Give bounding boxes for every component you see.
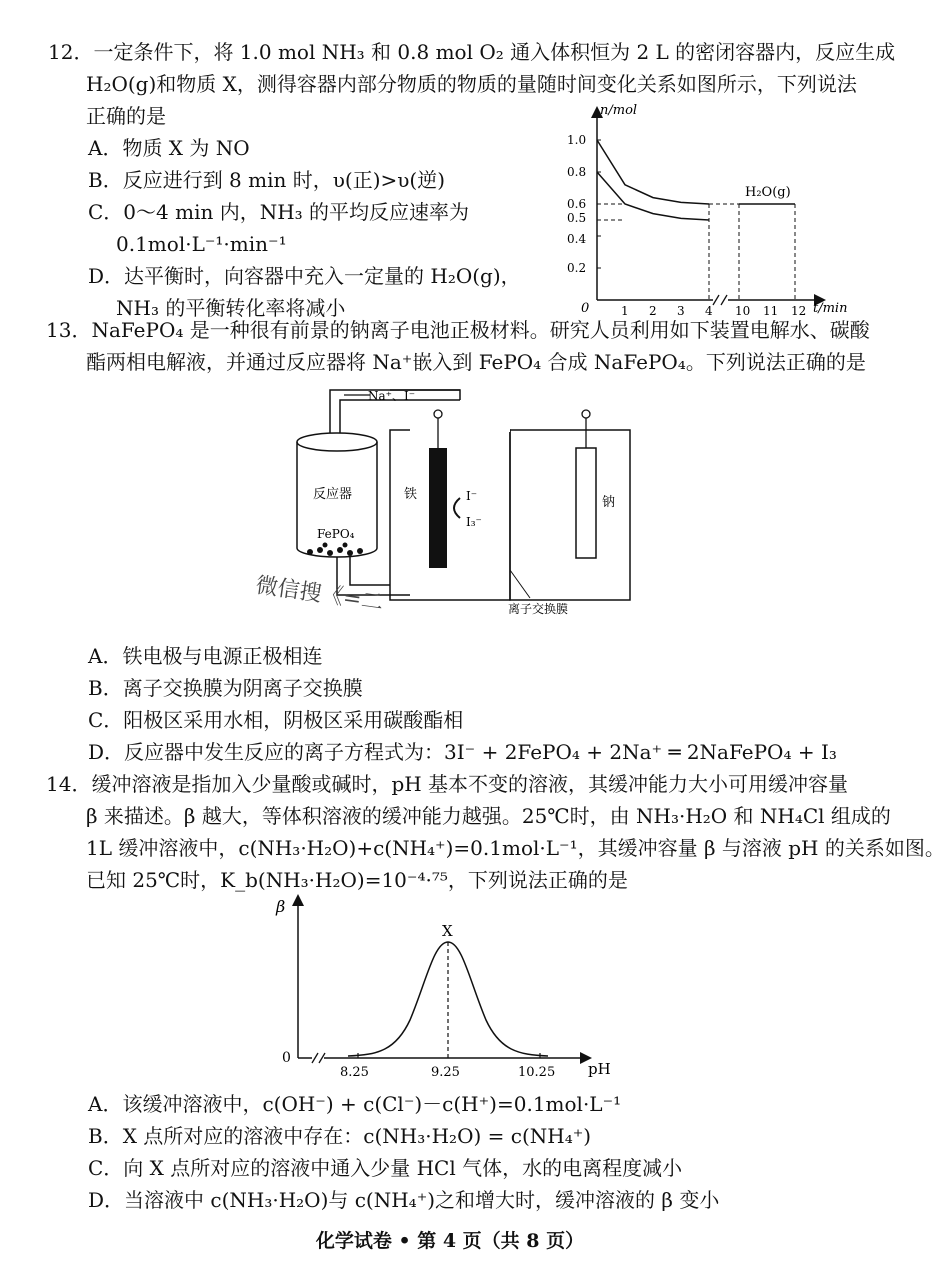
q12-series-label: H₂O(g)	[745, 185, 791, 200]
q12-option-c: C．0～4 min 内，NH₃ 的平均反应速率为	[88, 200, 470, 224]
q12-x-tick: 3	[677, 304, 685, 318]
pipe-bottom-inner	[350, 557, 390, 585]
beta-origin: 0	[282, 1050, 291, 1066]
q12-series-line-1	[597, 172, 709, 220]
q12-option-d-cont: NH₃ 的平衡转化率将减小	[116, 296, 346, 320]
q12-y-tick: 0.4	[567, 232, 587, 246]
q12-chart	[545, 100, 885, 318]
q14-option-c: C．向 X 点所对应的溶液中通入少量 HCl 气体，水的电离程度减小	[88, 1156, 683, 1180]
q13-stem-line2: 酯两相电解液，并通过反应器将 Na⁺嵌入到 FePO₄ 合成 NaFePO₄。下列说法正确的是	[86, 350, 866, 374]
q12-axis-break-1	[713, 295, 719, 305]
watermark: 微信搜《=二	[254, 573, 385, 616]
sodium-terminal	[582, 410, 590, 418]
peak-label: X	[442, 922, 453, 940]
sodium-electrode	[576, 448, 596, 558]
cathode-compartment	[510, 430, 630, 600]
iron-electrode	[429, 448, 447, 568]
q12-y-tick: 1.0	[567, 133, 587, 147]
iron-terminal	[434, 410, 442, 418]
ion-triiodide: I₃⁻	[466, 515, 482, 529]
flow-label: Na⁺、I⁻	[368, 389, 416, 403]
q12-x-tick: 10	[735, 304, 751, 318]
reactor-top	[297, 433, 377, 451]
q12-y-tick: 0.6	[567, 197, 587, 211]
q12-option-c-cont: 0.1mol·L⁻¹·min⁻¹	[116, 232, 287, 256]
q12-y-tick: 0.2	[567, 261, 587, 275]
q12-x-tick: 2	[649, 304, 657, 318]
fepo4-label: FePO₄	[317, 527, 355, 541]
q14-option-b: B．X 点所对应的溶液中存在：c(NH₃·H₂O) = c(NH₄⁺)	[88, 1124, 592, 1148]
q12-y-label: n/mol	[600, 103, 638, 118]
q12-x-tick: 12	[791, 304, 807, 318]
q12-axis-break-2	[721, 295, 727, 305]
q13-option-d: D．反应器中发生反应的离子方程式为：3I⁻ + 2FePO₄ + 2Na⁺ ═ 2NaFePO₄ + I₃	[88, 740, 837, 764]
q12-y-tick: 0.5	[567, 211, 587, 225]
ph-label: pH	[588, 1060, 611, 1078]
electrolysis-diagram	[254, 380, 680, 630]
beta-label: β	[276, 897, 286, 916]
q14-option-a: A．该缓冲溶液中，c(OH⁻) + c(Cl⁻)－c(H⁺)=0.1mol·L⁻¹	[88, 1092, 622, 1116]
q13-stem-line1: 13．NaFePO₄ 是一种很有前景的钠离子电池正极材料。研究人员利用如下装置电解水、碳酸	[46, 318, 870, 342]
q12-x-tick: 4	[705, 304, 713, 318]
sodium-label: 钠	[602, 495, 616, 510]
q13-option-c: C．阳极区采用水相，阴极区采用碳酸酯相	[88, 708, 464, 732]
q14-stem-line1: 14．缓冲溶液是指加入少量酸或碱时，pH 基本不变的溶液，其缓冲能力大小可用缓冲容量	[46, 772, 849, 796]
q12-origin: 0	[581, 301, 590, 316]
membrane-label: 离子交换膜	[508, 602, 569, 616]
q12-x-tick: 11	[763, 304, 779, 318]
q12-y-tick: 0.8	[567, 165, 587, 179]
q14-option-d: D．当溶液中 c(NH₃·H₂O)与 c(NH₄⁺)之和增大时，缓冲溶液的 β 变小	[88, 1188, 720, 1212]
q12-option-d: D．达平衡时，向容器中充入一定量的 H₂O(g)，	[88, 264, 521, 288]
q12-option-a: A．物质 X 为 NO	[88, 136, 250, 160]
q12-stem-line3: 正确的是	[86, 104, 166, 128]
q13-option-a: A．铁电极与电源正极相连	[88, 644, 323, 668]
ph-tick-9-25: 9.25	[431, 1065, 460, 1080]
q12-stem-line1: 12．一定条件下，将 1.0 mol NH₃ 和 0.8 mol O₂ 通入体积恒为 2 L 的密闭容器内，反应生成	[48, 40, 896, 64]
q14-stem-line2: β 来描述。β 越大，等体积溶液的缓冲能力越强。25℃时，由 NH₃·H₂O 和 NH₄Cl 组成的	[86, 804, 891, 828]
ph-tick-10-25: 10.25	[518, 1065, 556, 1080]
q12-stem-line2: H₂O(g)和物质 X，测得容器内部分物质的物质的量随时间变化关系如图所示，下列说法	[86, 72, 857, 96]
q14-stem-line3: 1L 缓冲溶液中，c(NH₃·H₂O)+c(NH₄⁺)=0.1mol·L⁻¹，其缓冲容量 β 与溶液 pH 的关系如图。	[86, 836, 945, 860]
ion-conversion-arrow	[454, 498, 460, 518]
reactor-label: 反应器	[313, 487, 353, 502]
ph-tick-8-25: 8.25	[340, 1065, 369, 1080]
page-footer: 化学试卷 • 第 4 页（共 8 页）	[315, 1230, 585, 1252]
buffer-capacity-graph	[268, 890, 628, 1080]
q14-stem-line4: 已知 25℃时，K_b(NH₃·H₂O)=10⁻⁴·⁷⁵，下列说法正确的是	[86, 868, 628, 892]
ion-iodide: I⁻	[466, 489, 478, 503]
q12-option-b: B．反应进行到 8 min 时，υ(正)>υ(逆)	[88, 168, 446, 192]
q12-x-label: t/min	[813, 301, 848, 316]
anode-compartment	[390, 430, 510, 600]
iron-label: 铁	[404, 487, 418, 502]
q12-x-tick: 1	[621, 304, 629, 318]
q13-option-b: B．离子交换膜为阴离子交换膜	[88, 676, 363, 700]
q12-series-line-0	[597, 140, 709, 204]
fepo4-particles	[307, 543, 363, 557]
